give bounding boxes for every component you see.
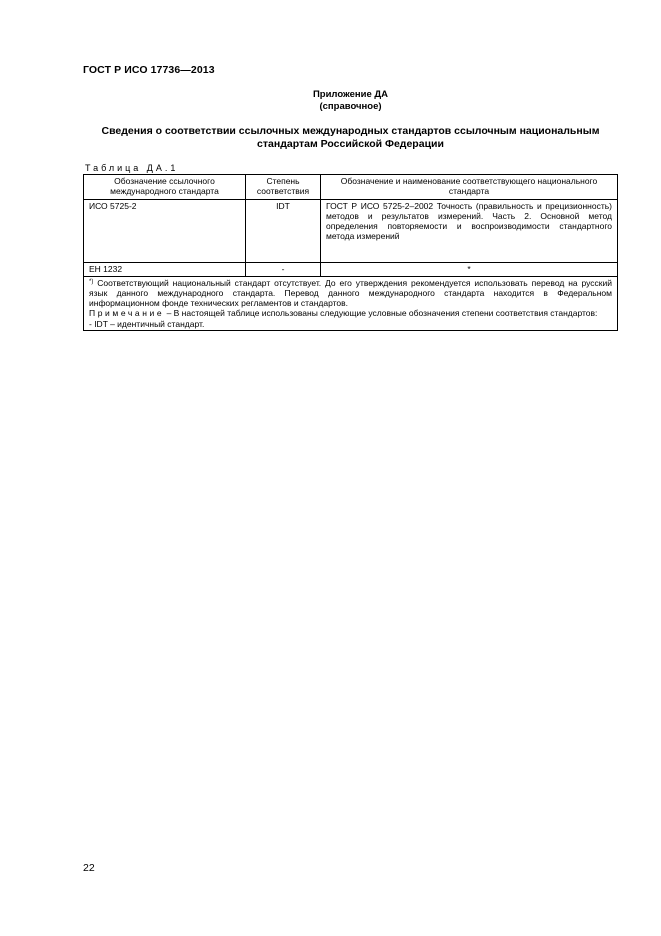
footnote-text: Соответствующий национальный стандарт отсутствует. До его утверждения рекомендуется использовать перевод на русский язык данного международного стандарта. Перевод данного международного стандарта находится в Федеральном информационном фонде технических регламентов и стандартов. (89, 277, 612, 309)
appendix-title: Приложение ДА (312, 89, 389, 100)
correspondence-table (83, 174, 618, 331)
header-national-standard: Обозначение и наименование соответствующего национального стандарта (321, 175, 618, 200)
footnote-cell (84, 276, 618, 330)
cell-national-standard: * (321, 262, 618, 276)
section-title-line-1: Сведения о соответствии ссылочных международных стандартов ссылочным национальным (101, 125, 600, 137)
note-label: Примечание (89, 308, 165, 319)
cell-intl-standard: ИСО 5725-2 (84, 199, 246, 262)
table-row (84, 262, 618, 276)
page-number: 22 (83, 862, 95, 874)
cell-degree: IDT (246, 199, 321, 262)
table-header-row (84, 175, 618, 200)
table-footnote-row (84, 276, 618, 330)
cell-intl-standard: ЕН 1232 (84, 262, 246, 276)
footnote-mark: *) (89, 278, 94, 285)
table-row (84, 199, 618, 262)
note-text: – В настоящей таблице использованы следующие условные обозначения степени соответствия стандартов: (164, 308, 598, 319)
cell-degree: - (246, 262, 321, 276)
legend-item: - IDT – идентичный стандарт. (89, 318, 205, 329)
table-note (89, 308, 612, 318)
footnote (89, 278, 612, 309)
section-title-line-2: стандартам Российской Федерации (257, 138, 444, 150)
standard-code-header: ГОСТ Р ИСО 17736—2013 (83, 64, 215, 76)
header-degree: Степень соответствия (246, 175, 321, 200)
table-caption: Таблица ДА.1 (85, 163, 179, 173)
cell-national-standard: ГОСТ Р ИСО 5725-2–2002 Точность (правильность и прецизионность) методов и результатов измерений. Часть 2. Основной метод определения повторяемости и воспроизводимости стандартного метода измерений (321, 199, 618, 262)
section-title (83, 125, 618, 151)
appendix-subtitle: (справочное) (319, 101, 382, 112)
header-intl-standard: Обозначение ссылочного международного стандарта (84, 175, 246, 200)
